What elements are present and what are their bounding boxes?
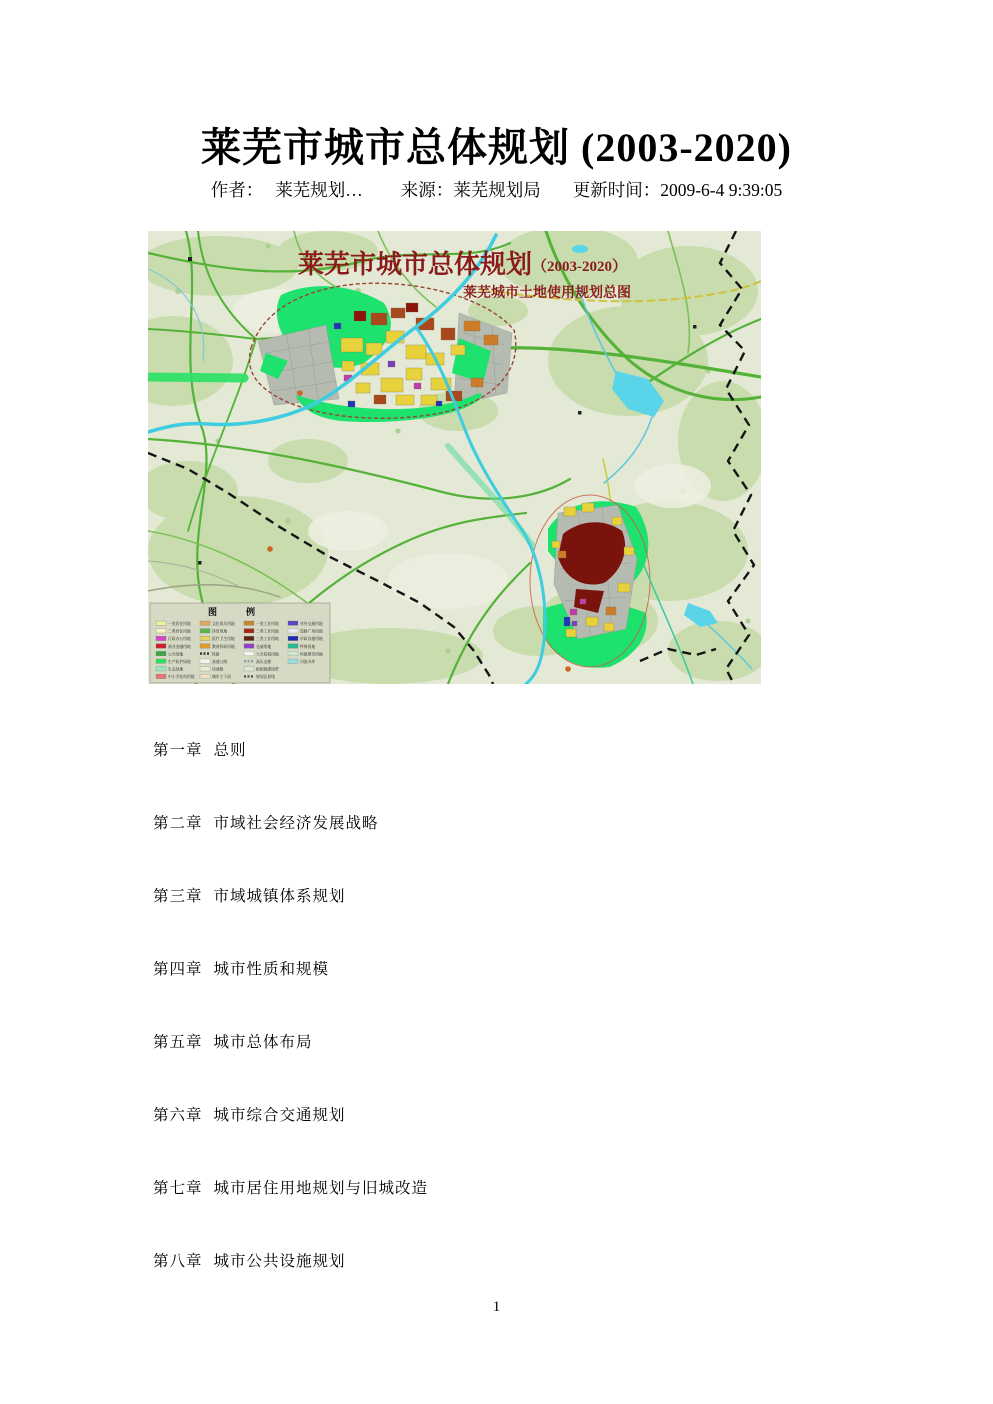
legend-label: 三类工业用地 (256, 637, 279, 642)
chapter-title: 城市综合交通规划 (213, 1107, 346, 1124)
chapter-title: 总则 (213, 742, 247, 759)
parcel (570, 609, 577, 615)
chapter-item (153, 1030, 313, 1052)
parcel (580, 599, 586, 604)
legend-swatch (200, 659, 210, 663)
legend-label: 体育用地 (212, 629, 228, 634)
legend-label: 市政设施用地 (300, 637, 323, 642)
legend-swatch (156, 667, 166, 671)
pond (572, 245, 588, 253)
author-label: 作者： (210, 180, 264, 200)
parcel (406, 303, 418, 312)
parcel (406, 368, 422, 380)
parcel (451, 345, 465, 355)
page-title: 莱芜市城市总体规划 (2003-2020) (201, 125, 792, 170)
chapter-number: 第三章 (153, 888, 203, 905)
legend-label: 快速路 (212, 667, 224, 672)
legend-label: 仓储用地 (256, 644, 272, 649)
legend-label: 教育科研用地 (212, 644, 235, 649)
legend-swatch (288, 629, 298, 633)
parcel (606, 607, 616, 615)
legend-swatch (288, 651, 298, 655)
legend-label: 公共绿地 (168, 652, 184, 657)
legend-swatch (288, 644, 298, 648)
parcel (356, 383, 370, 393)
legend-swatch (156, 651, 166, 655)
legend-label: 河流水库 (300, 660, 316, 664)
chapter-item (153, 957, 329, 979)
legend-label: 生态绿地 (168, 667, 184, 672)
byline (0, 177, 993, 202)
legend-label: 高压走廊 (256, 660, 272, 664)
chapter-number: 第二章 (153, 815, 203, 832)
updated-label: 更新时间： (572, 180, 661, 200)
legend-label: 对外交通用地 (300, 622, 323, 626)
parcel (341, 338, 363, 352)
legend-swatch (200, 667, 210, 671)
chapter-title: 城市公共设施规划 (213, 1253, 346, 1270)
parcel (388, 361, 395, 367)
legend-label: 铁路 (212, 652, 220, 657)
chapter-number: 第七章 (153, 1180, 203, 1197)
parcel (586, 617, 598, 626)
chapter-number: 第一章 (153, 742, 203, 759)
parcel (618, 583, 630, 592)
legend-heading: 图 例 (208, 607, 266, 617)
parcel (366, 343, 382, 355)
legend-label: 道路广场用地 (300, 629, 323, 634)
legend-swatch (288, 659, 298, 663)
legend-label: 一类工业用地 (256, 622, 279, 626)
legend-label: 特殊用地 (300, 644, 316, 649)
parcel (396, 395, 414, 405)
chapter-title: 市域城镇体系规划 (213, 888, 346, 905)
legend-label: 大专院校用地 (256, 652, 279, 657)
legend-swatch (200, 674, 210, 678)
legend-swatch (200, 629, 210, 633)
parcel (436, 401, 442, 406)
parcel (624, 547, 634, 555)
parcel (374, 395, 386, 404)
parcel (564, 617, 570, 626)
greenbelt-strip (148, 377, 244, 378)
chapter-number: 第六章 (153, 1107, 203, 1124)
map-subtitle: 莱芜城市土地使用规划总图 (463, 286, 631, 301)
parcel (572, 621, 577, 626)
parcel (414, 383, 421, 389)
legend-swatch (200, 644, 210, 648)
chapter-item (153, 1176, 428, 1198)
legend-swatch (156, 629, 166, 633)
legend-swatch (200, 621, 210, 625)
legend-swatch (156, 636, 166, 640)
source-label: 来源： (400, 180, 454, 200)
legend-swatch (156, 659, 166, 663)
legend-label: 行政办公用地 (168, 637, 191, 642)
chapter-item (153, 1249, 346, 1271)
legend-swatch (244, 667, 254, 671)
legend-label: 一类居住用地 (168, 622, 191, 626)
parcel (348, 401, 355, 407)
parcel (441, 328, 455, 340)
chapter-title: 城市性质和规模 (213, 961, 330, 978)
parcel (558, 551, 566, 558)
parcel (471, 378, 483, 387)
planning-map-image (148, 231, 761, 684)
legend-label: 医疗卫生用地 (212, 637, 235, 642)
source-value: 莱芜规划局 (453, 180, 541, 200)
chapter-item (153, 738, 247, 760)
chapter-title: 城市总体布局 (213, 1034, 313, 1051)
legend-label: 规划区界线 (256, 675, 275, 680)
parcel (391, 308, 405, 318)
parcel (421, 395, 437, 405)
parcel (582, 503, 594, 512)
legend-swatch (288, 621, 298, 625)
legend-swatch (200, 636, 210, 640)
legend-label: 二类居住用地 (168, 629, 191, 634)
legend-label: 生产防护绿地 (168, 660, 191, 664)
legend-label: 城市主干道 (212, 675, 231, 680)
map-legend (150, 603, 330, 683)
chapter-title: 城市居住用地规划与旧城改造 (213, 1180, 429, 1197)
parcel (564, 507, 576, 516)
parcel (342, 361, 354, 371)
chapter-number: 第八章 (153, 1253, 203, 1270)
legend-label: 村镇建设用地 (300, 652, 323, 657)
map-title: 莱芜市城市总体规划（2003-2020） (298, 250, 628, 279)
updated-value: 2009-6-4 9:39:05 (660, 180, 783, 200)
parcel (371, 313, 387, 325)
parcel (604, 623, 614, 631)
legend-swatch (288, 636, 298, 640)
legend-swatch (156, 644, 166, 648)
legend-label: 商业金融用地 (168, 644, 191, 649)
legend-swatch (244, 651, 254, 655)
legend-label: 二类工业用地 (256, 629, 279, 634)
legend-label: 组团隔离绿带 (256, 667, 279, 672)
parcel (566, 629, 576, 637)
parcel (552, 541, 560, 548)
legend-label: 文化娱乐用地 (212, 622, 235, 626)
chapter-number: 第四章 (153, 961, 203, 978)
chapter-title: 市域社会经济发展战略 (213, 815, 379, 832)
parcel (381, 378, 403, 392)
legend-swatch (156, 621, 166, 625)
page-number: 1 (492, 1299, 501, 1315)
chapter-number: 第五章 (153, 1034, 203, 1051)
legend-label: 高速公路 (212, 660, 228, 664)
chapter-item (153, 884, 346, 906)
parcel (484, 335, 498, 345)
chapter-item (153, 1103, 346, 1125)
legend-swatch (244, 621, 254, 625)
parcel (334, 323, 341, 329)
legend-swatch (244, 629, 254, 633)
legend-swatch (244, 644, 254, 648)
parcel (406, 345, 426, 359)
parcel (354, 311, 366, 321)
parcel (612, 517, 622, 525)
legend-swatch (244, 636, 254, 640)
parcel (464, 321, 480, 331)
chapter-item (153, 811, 379, 833)
legend-label: 中小学托幼用地 (168, 675, 195, 680)
author-value: 莱芜规划… (275, 180, 363, 200)
legend-swatch (156, 674, 166, 678)
